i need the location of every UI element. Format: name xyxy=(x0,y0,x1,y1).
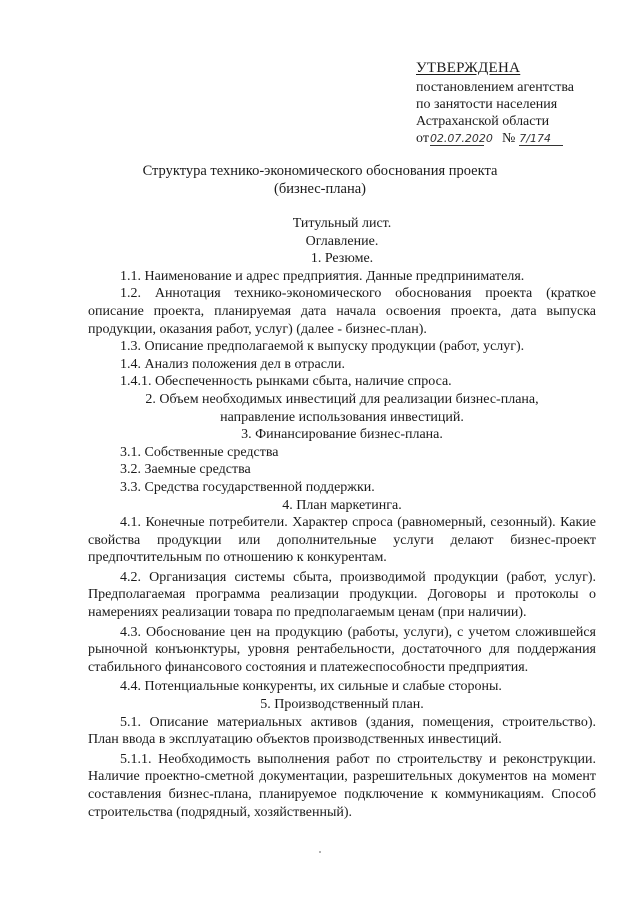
approval-line: постановлением агентства xyxy=(416,80,574,95)
section-item: 1.4. Анализ положения дел в отрасли. xyxy=(120,356,345,372)
title-line: Структура технико-экономического обоснования проекта xyxy=(142,163,498,179)
handwritten-date: 02.07.2020 xyxy=(429,132,493,145)
section-item: 1.4.1. Обеспеченность рынками сбыта, наличие спроса. xyxy=(120,374,452,390)
section-item: 4.3. Обоснование цен на продукцию (работы, услуги), с учетом сложившейся рыночной конъюнктуры, уровня рентабельности, достаточного для поддержания стабильного финансового состояния и платежеспособности предприятия. xyxy=(88,624,596,675)
approval-heading: УТВЕРЖДЕНА xyxy=(416,60,521,76)
section-item: 1.3. Описание предполагаемой к выпуску продукции (работ, услуг). xyxy=(120,339,525,355)
section-item: 3.1. Собственные средства xyxy=(120,444,279,460)
handwritten-number: 7/174 xyxy=(519,133,563,146)
section-heading: 2. Объем необходимых инвестиций для реализации бизнес-плана, направление использования инвестиций. xyxy=(145,391,539,425)
scan-speck xyxy=(319,851,321,853)
section-heading: 3. Финансирование бизнес-плана. xyxy=(241,427,443,443)
approval-stamp xyxy=(416,60,616,147)
approval-line: по занятости населения xyxy=(416,97,558,112)
section-item: 4.4. Потенциальные конкуренты, их сильные и слабые стороны. xyxy=(120,679,502,695)
toc-heading: Оглавление. xyxy=(305,233,379,249)
document-body xyxy=(88,215,596,821)
title-line: (бизнес-плана) xyxy=(274,181,366,197)
section-heading: 5. Производственный план. xyxy=(260,697,424,713)
section-item: 4.1. Конечные потребители. Характер спроса (равномерный, сезонный). Какие свойства продукции или дополнительные услуги делают бизнес-проект предпочтительным по отношению к конкурентам. xyxy=(88,515,596,566)
number-prefix: № xyxy=(501,131,516,146)
section-item: 5.1.1. Необходимость выполнения работ по строительству и реконструкции. Наличие проектно-сметной документации, разрешительных документов на момент составления бизнес-плана, планируемое подключение к коммуникациям. Способ строительства (подрядный, хозяйственный). xyxy=(88,751,596,820)
section-item: 5.1. Описание материальных активов (здания, помещения, строительство). План ввода в эксплуатацию объектов производственных инвестиций. xyxy=(88,714,596,748)
document-title xyxy=(120,162,520,198)
section-item: 3.2. Заемные средства xyxy=(120,462,251,478)
section-item: 1.1. Наименование и адрес предприятия. Данные предпринимателя. xyxy=(120,268,525,284)
section-item: 4.2. Организация системы сбыта, производимой продукции (работ, услуг). Предполагаемая программа реализации продукции. Договоры и протоколы о намерениях реализации товара по предполагаемым ценам (при наличии). xyxy=(88,569,596,621)
toc-heading: Титульный лист. xyxy=(292,216,392,231)
approval-line: Астраханской области xyxy=(416,114,550,129)
section-item: 1.2. Аннотация технико-экономического обоснования проекта (краткое описание проекта, планируемая дата начала освоения проекта, дата выпуска продукции, оказания работ, услуг) (далее - бизнес-план). xyxy=(88,286,596,337)
section-heading: 4. План маркетинга. xyxy=(282,497,402,513)
section-item: 3.3. Средства государственной поддержки. xyxy=(120,479,375,495)
approval-date-line xyxy=(416,130,616,147)
date-prefix: от xyxy=(416,131,429,146)
section-heading: 1. Резюме. xyxy=(310,251,374,267)
